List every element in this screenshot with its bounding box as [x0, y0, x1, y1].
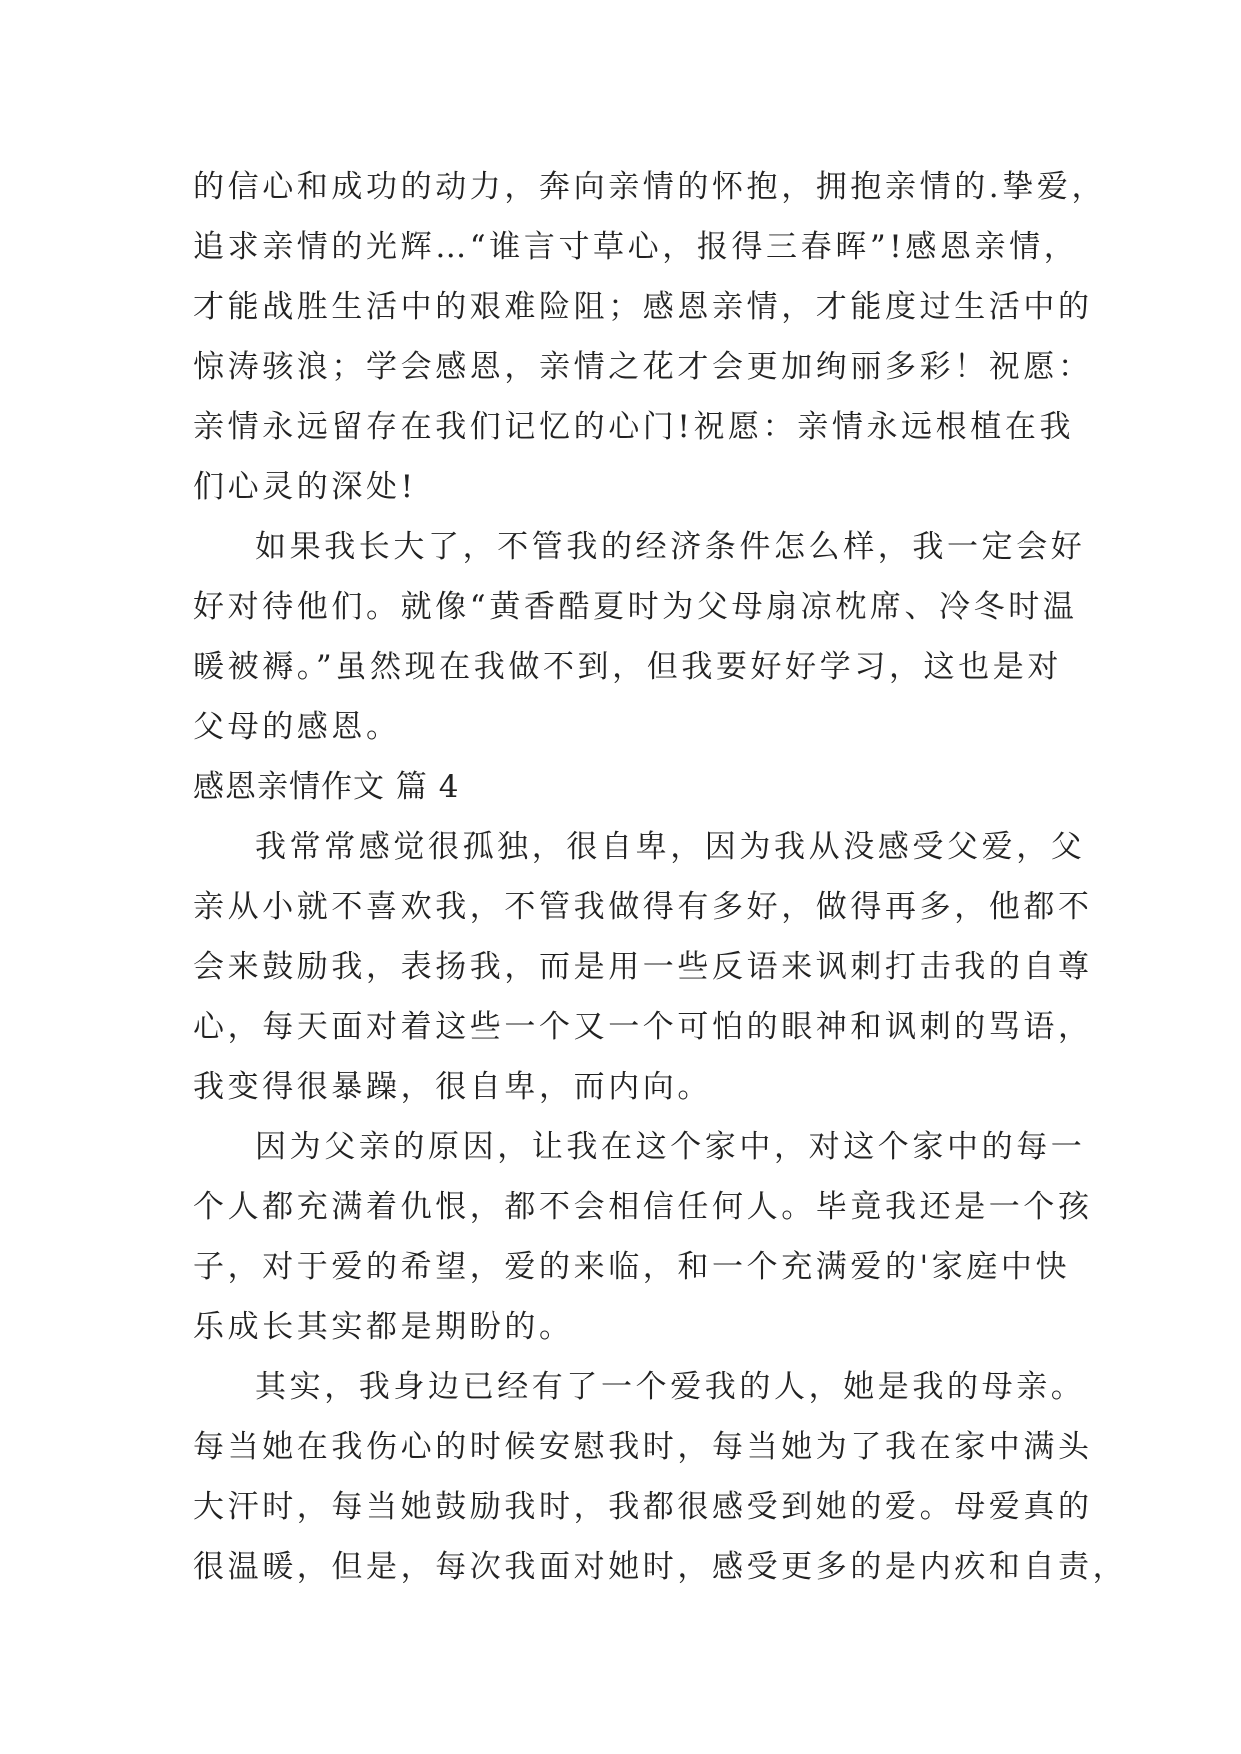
text-line: 心，每天面对着这些一个又一个可怕的眼神和讽刺的骂语，	[193, 1009, 1093, 1045]
paragraph-first-line: 因为父亲的原因，让我在这个家中，对这个家中的每一	[255, 1129, 1086, 1165]
paragraph-first-line: 其实，我身边已经有了一个爱我的人，她是我的母亲。	[255, 1369, 1086, 1405]
text-line: 惊涛骇浪；学会感恩，亲情之花才会更加绚丽多彩！祝愿：	[193, 349, 1093, 385]
text-line: 我变得很暴躁，很自卑，而内向。	[193, 1069, 712, 1105]
text-line: 乐成长其实都是期盼的。	[193, 1309, 574, 1345]
text-line: 亲从小就不喜欢我，不管我做得有多好，做得再多，他都不	[193, 889, 1093, 925]
text-line: 个人都充满着仇恨，都不会相信任何人。毕竟我还是一个孩	[193, 1189, 1093, 1225]
text-line: 追求亲情的光辉…“谁言寸草心，报得三春晖”!感恩亲情，	[193, 229, 1079, 265]
paragraph-first-line: 如果我长大了，不管我的经济条件怎么样，我一定会好	[255, 529, 1086, 565]
text-line: 会来鼓励我，表扬我，而是用一些反语来讽刺打击我的自尊	[193, 949, 1093, 985]
text-line: 才能战胜生活中的艰难险阻；感恩亲情，才能度过生活中的	[193, 289, 1093, 325]
text-line: 好对待他们。就像“黄香酷夏时为父母扇凉枕席、冷冬时温	[193, 589, 1078, 625]
text-line: 很温暖，但是，每次我面对她时，感受更多的是内疚和自责，	[193, 1549, 1128, 1585]
text-line: 暖被褥。”虽然现在我做不到，但我要好好学习，这也是对	[193, 649, 1062, 685]
text-line: 每当她在我伤心的时候安慰我时，每当她为了我在家中满头	[193, 1429, 1093, 1465]
text-line: 大汗时，每当她鼓励我时，我都很感受到她的爱。母爱真的	[193, 1489, 1093, 1525]
text-line: 子，对于爱的希望，爱的来临，和一个充满爱的'家庭中快	[193, 1249, 1071, 1285]
text-line: 亲情永远留存在我们记忆的心门!祝愿：亲情永远根植在我	[193, 409, 1075, 445]
paragraph-first-line: 我常常感觉很孤独，很自卑，因为我从没感受父爱，父	[255, 829, 1086, 865]
text-line: 的信心和成功的动力，奔向亲情的怀抱，拥抱亲情的.挚爱，	[193, 169, 1107, 205]
text-line: 们心灵的深处!	[193, 469, 417, 505]
section-heading: 感恩亲情作文 篇 4	[193, 769, 460, 805]
text-line: 父母的感恩。	[193, 709, 401, 745]
